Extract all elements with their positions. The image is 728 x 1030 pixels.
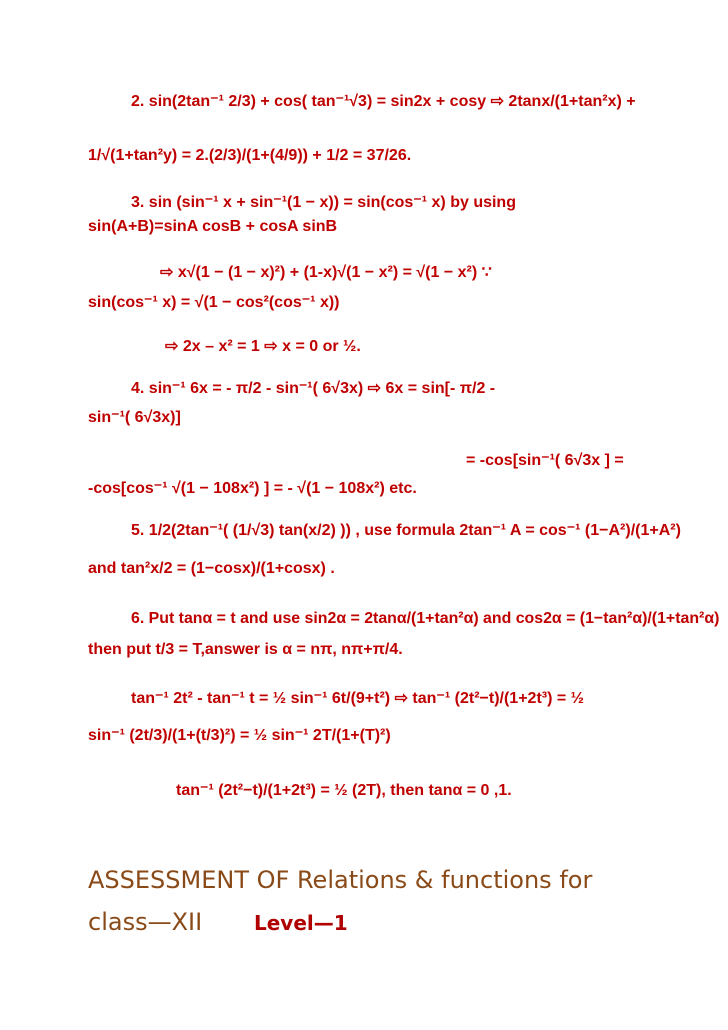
- solution-4-line-3: = -cos[sin⁻¹( 6√3x ] =: [466, 452, 624, 469]
- solution-6-line-3: tan⁻¹ 2t² - tan⁻¹ t = ½ sin⁻¹ 6t/(9+t²) ⇨ tan⁻¹ (2t²−t)/(1+2t³) = ½: [131, 690, 584, 707]
- solution-3-line-3: ⇨ x√(1 − (1 − x)²) + (1-x)√(1 − x²) = √(1 − x²) ∵: [160, 264, 492, 281]
- assessment-title: ASSESSMENT OF Relations & functions for: [88, 866, 593, 894]
- solution-3-line-1: 3. sin (sin⁻¹ x + sin⁻¹(1 − x)) = sin(cos⁻¹ x) by using: [131, 194, 516, 211]
- solution-4-line-2: sin⁻¹( 6√3x)]: [88, 409, 181, 426]
- solution-6-line-5: tan⁻¹ (2t²−t)/(1+2t³) = ½ (2T), then tanα = 0 ,1.: [176, 782, 512, 799]
- solution-5-line-1: 5. 1/2(2tan⁻¹( (1/√3) tan(x/2) )) , use formula 2tan⁻¹ A = cos⁻¹ (1−A²)/(1+A²): [131, 522, 681, 539]
- solution-2-line-2: 1/√(1+tan²y) = 2.(2/3)/(1+(4/9)) + 1/2 = 37/26.: [88, 147, 412, 164]
- solution-3-line-5: ⇨ 2x – x² = 1 ⇨ x = 0 or ½.: [165, 338, 361, 355]
- solution-6-line-1: 6. Put tanα = t and use sin2α = 2tanα/(1+tan²α) and cos2α = (1−tan²α)/(1+tan²α): [131, 610, 720, 627]
- solution-6-line-2: then put t/3 = T,answer is α = nπ, nπ+π/4.: [88, 641, 403, 658]
- solution-2-line-1: 2. sin(2tan⁻¹ 2/3) + cos( tan⁻¹√3) = sin2x + cosy ⇨ 2tanx/(1+tan²x) +: [131, 93, 636, 110]
- assessment-class-label: class—XII: [88, 908, 203, 936]
- solution-6-line-4: sin⁻¹ (2t/3)/(1+(t/3)²) = ½ sin⁻¹ 2T/(1+(T)²): [88, 727, 391, 744]
- assessment-level-label: Level—1: [254, 911, 348, 935]
- solution-3-line-4: sin(cos⁻¹ x) = √(1 − cos²(cos⁻¹ x)): [88, 294, 340, 311]
- solution-4-line-4: -cos[cos⁻¹ √(1 − 108x²) ] = - √(1 − 108x²) etc.: [88, 480, 417, 497]
- solution-4-line-1: 4. sin⁻¹ 6x = - π/2 - sin⁻¹( 6√3x) ⇨ 6x = sin[- π/2 -: [131, 380, 496, 397]
- solution-5-line-2: and tan²x/2 = (1−cosx)/(1+cosx) .: [88, 560, 335, 577]
- solution-3-line-2: sin(A+B)=sinA cosB + cosA sinB: [88, 218, 338, 235]
